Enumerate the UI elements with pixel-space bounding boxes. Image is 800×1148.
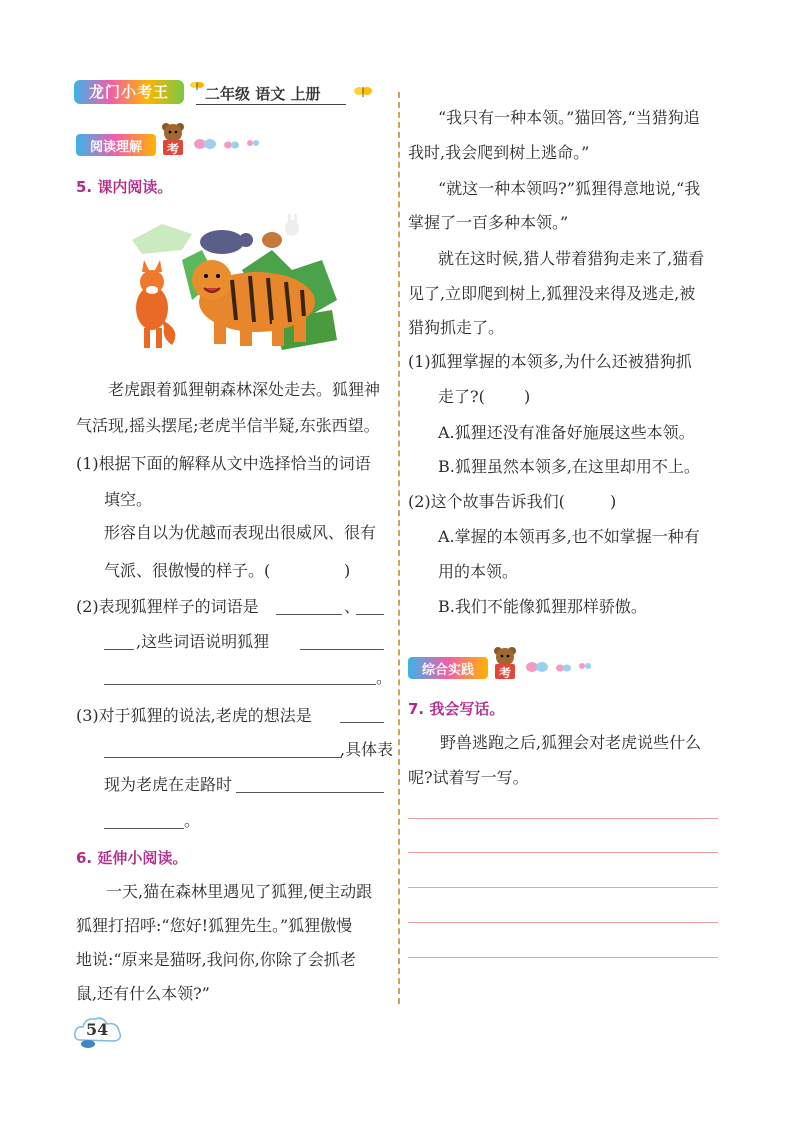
q6-right-line: 掌握了一百多种本领。” [408,213,569,232]
answer-blank[interactable] [356,614,384,615]
q5-sub2-sep: 、 [344,597,361,616]
section-reading-label: 阅读理解 [76,134,156,156]
butterfly-icon [190,78,204,92]
q5-sub1-line: 形容自以为优越而表现出很威风、很有 [104,523,377,542]
q5-sub2-line: (2)表现狐狸样子的词语是 [76,597,259,616]
q5-title: 5. 课内阅读。 [76,178,173,196]
q6-title: 6. 延伸小阅读。 [76,849,188,867]
answer-blank[interactable] [276,614,342,615]
q6-right-line: 我时,我会爬到树上逃命。” [408,143,590,162]
butterflies-decoration-icon [524,657,594,677]
section-practice-tag: 考 [498,666,511,680]
answer-blank[interactable] [300,649,384,650]
writing-line[interactable] [408,957,718,958]
q6-left-line: 狐狸打招呼:“您好!狐狸先生。”狐狸傲慢 [76,916,353,935]
q6-sub1-line: (1)狐狸掌握的本领多,为什么还被猎狗抓 [408,352,692,371]
q6-right-line: “就这一种本领吗?”狐狸得意地说,“我 [438,179,701,198]
q5-sub3-line: (3)对于狐狸的说法,老虎的想法是 [76,706,312,725]
q6-option[interactable]: B.狐狸虽然本领多,在这里却用不上。 [438,457,700,476]
q5-sub3-end: 。 [184,811,201,830]
q7-prompt-line: 呢?试着写一写。 [408,768,529,787]
writing-line[interactable] [408,818,718,819]
answer-blank[interactable] [236,792,384,793]
header-underline [196,104,346,105]
q5-sub3-line: ,具体表 [340,740,394,759]
writing-line[interactable] [408,852,718,853]
answer-blank[interactable] [104,684,376,685]
writing-line[interactable] [408,887,718,888]
q6-option-cont: 用的本领。 [438,562,519,581]
q6-left-line: 鼠,还有什么本领?” [76,984,210,1003]
butterfly-icon [354,84,372,100]
q6-sub2-answer-close: ) [610,492,617,511]
q7-title: 7. 我会写话。 [408,700,505,718]
section-reading-tag: 考 [166,142,179,156]
q6-right-line: “我只有一种本领。”猫回答,“当猎狗追 [438,108,700,127]
column-divider [398,92,400,1004]
q5-sub1-line: 填空。 [104,490,153,509]
answer-blank[interactable] [104,757,342,758]
q6-right-line: 猎狗抓走了。 [408,318,505,337]
answer-blank[interactable] [104,828,184,829]
q5-sub1-line: (1)根据下面的解释从文中选择恰当的词语 [76,454,371,473]
page-number: 54 [86,1020,109,1039]
q6-sub1-line: 走了?( [438,387,485,406]
q5-passage-line: 气活现,摇头摆尾;老虎半信半疑,东张西望。 [76,416,380,435]
q5-sub1-answer-close: ) [344,561,351,580]
butterflies-decoration-icon [192,134,262,154]
q5-passage-line: 老虎跟着狐狸朝森林深处走去。狐狸神 [108,380,381,399]
answer-blank[interactable] [340,722,384,723]
writing-line[interactable] [408,922,718,923]
q6-sub1-answer-close: ) [524,387,531,406]
header-brand: 龙门小考王 [88,83,169,101]
header-subtitle: 二年级 语文 上册 [205,85,321,103]
q6-option[interactable]: A.掌握的本领再多,也不如掌握一种有 [438,527,700,546]
q5-sub3-line: 现为老虎在走路时 [104,775,233,794]
section-practice-label: 综合实践 [408,657,488,679]
q6-sub2-line: (2)这个故事告诉我们( [408,492,565,511]
q6-option[interactable]: B.我们不能像狐狸那样骄傲。 [438,597,647,616]
q5-sub2-line: ,这些词语说明狐狸 [136,632,270,651]
q6-right-line: 见了,立即爬到树上,狐狸没来得及逃走,被 [408,284,696,303]
answer-blank[interactable] [104,649,134,650]
q7-prompt-line: 野兽逃跑之后,狐狸会对老虎说些什么 [440,733,702,752]
q5-sub2-end: 。 [376,668,393,687]
q6-option[interactable]: A.狐狸还没有准备好施展这些本领。 [438,423,695,442]
q6-left-line: 地说:“原来是猫呀,我问你,你除了会抓老 [76,950,356,969]
q6-right-line: 就在这时候,猎人带着猎狗走来了,猫看 [438,249,705,268]
fox-tiger-illustration [122,210,344,356]
q5-sub1-line: 气派、很傲慢的样子。( [104,561,271,580]
q6-left-line: 一天,猫在森林里遇见了狐狸,便主动跟 [106,882,373,901]
